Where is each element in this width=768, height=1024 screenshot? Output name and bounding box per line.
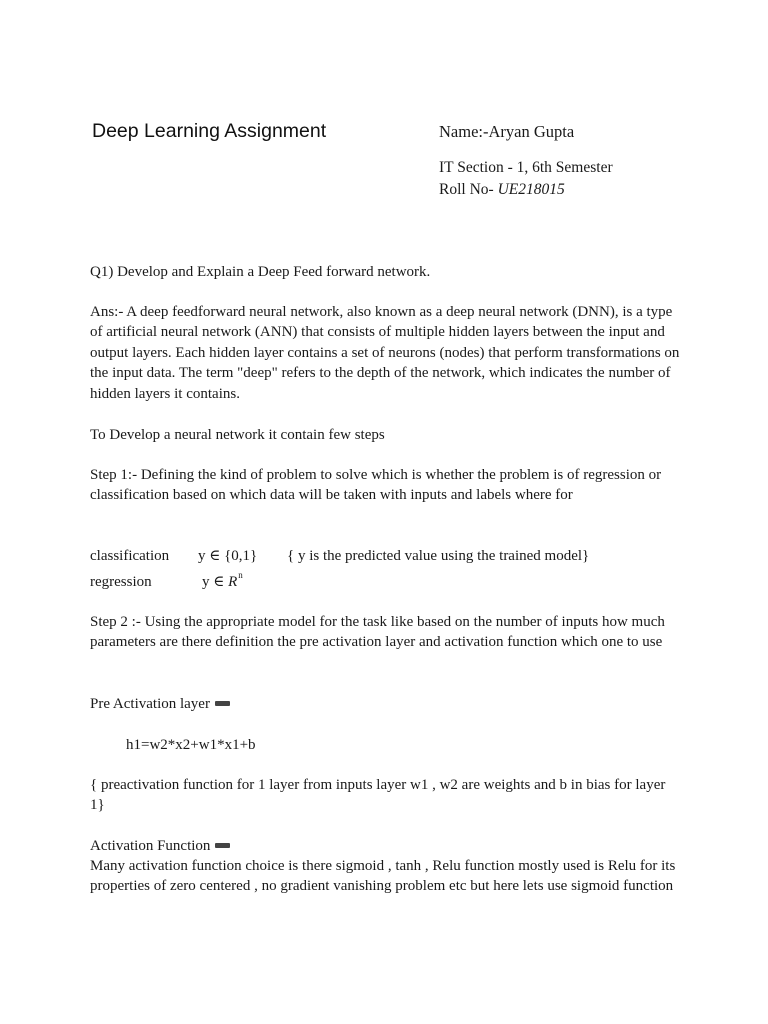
pre-activation-heading — [90, 694, 690, 714]
pre-activation-formula: h1=w2*x2+w1*x1+b — [126, 737, 256, 753]
heavy-minus-icon — [215, 843, 230, 848]
regression-label: regression — [90, 574, 152, 590]
assignment-title: Deep Learning Assignment — [92, 120, 327, 142]
student-name: Name:-Aryan Gupta — [439, 122, 575, 141]
roll-number — [439, 180, 565, 200]
classification-expr: y ∈ {0,1} — [198, 548, 258, 564]
activation-heading-text: Activation Function — [90, 838, 211, 854]
section-info: IT Section - 1, 6th Semester — [439, 159, 613, 176]
answer-paragraph: Ans:- A deep feedforward neural network, also known as a deep neural network (DNN), is a type of artificial neural network (ANN) that consists of multiple hidden layers between the input and output layers. Each hidden layer contains a set of neurons (nodes) that perform transformations on the input data. The term "deep" refers to the depth of the network, which indicates the number of hidden layers it contains. — [90, 304, 680, 402]
step-2-paragraph: Step 2 :- Using the appropriate model for the task like based on the number of inputs how much parameters are there definition the pre activation layer and activation function which one to use — [90, 614, 665, 651]
pre-activation-heading-text: Pre Activation layer — [90, 696, 210, 712]
develop-steps-intro: To Develop a neural network it contain few steps — [90, 427, 385, 443]
classification-note: { y is the predicted value using the trained model} — [287, 548, 590, 564]
step-1-paragraph: Step 1:- Defining the kind of problem to solve which is whether the problem is of regression or classification based on which data will be taken with inputs and labels where for — [90, 467, 662, 504]
heavy-minus-icon — [215, 701, 230, 706]
pre-activation-note: { preactivation function for 1 layer from inputs layer w1 , w2 are weights and b in bias for layer 1} — [90, 777, 666, 814]
roll-id: UE218015 — [497, 181, 565, 198]
question-1: Q1) Develop and Explain a Deep Feed forward network. — [90, 264, 431, 280]
activation-paragraph: Many activation function choice is there sigmoid , tanh , Relu function mostly used is Relu for its properties of zero centered , no gradient vanishing problem etc but here lets use sigmoid function — [90, 858, 676, 895]
dimension-superscript: n — [238, 570, 243, 580]
regression-expr-prefix: y ∈ — [202, 574, 229, 590]
roll-prefix: Roll No- — [439, 181, 498, 198]
activation-heading — [90, 836, 690, 856]
classification-label: classification — [90, 548, 170, 564]
real-set-symbol: R — [228, 574, 238, 590]
regression-expr — [202, 572, 243, 593]
